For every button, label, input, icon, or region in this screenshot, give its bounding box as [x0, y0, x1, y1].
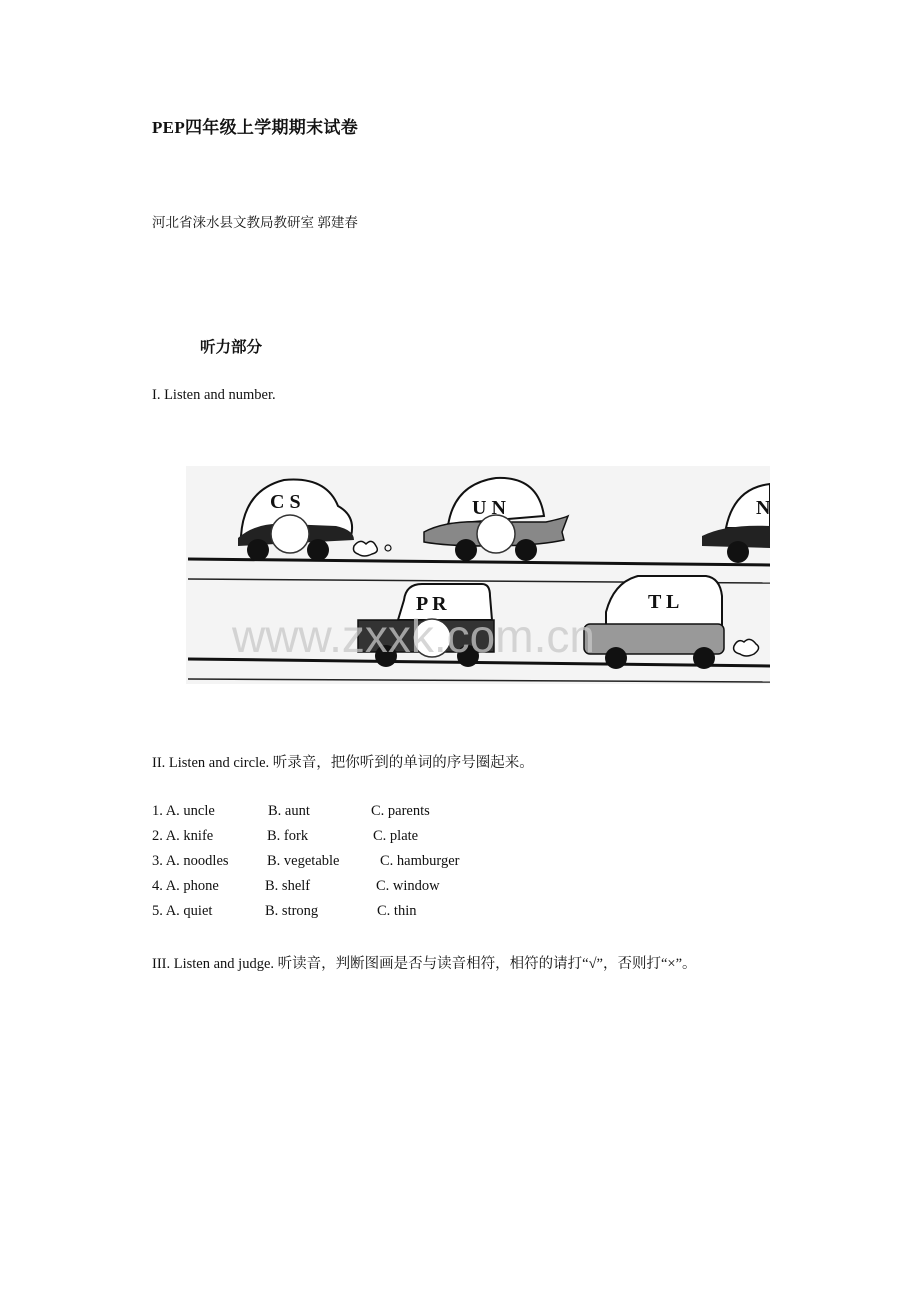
car-un-label: U N [472, 497, 506, 519]
q5-option-b: B. strong [265, 903, 319, 919]
q3-option-c: C. hamburger [380, 853, 460, 869]
q2-option-b: B. fork [267, 828, 309, 844]
q3-option-b: B. vegetable [267, 853, 340, 869]
document-title: PEP四年级上学期期末试卷 [152, 118, 359, 137]
cars-illustration [186, 466, 770, 684]
q2-option-c: C. plate [373, 828, 419, 844]
q3-option-a: 3. A. noodles [152, 853, 229, 869]
q4-option-b: B. shelf [265, 878, 311, 894]
author-line: 河北省涞水县文教局教研室 郭建春 [152, 215, 358, 230]
car-pr-label: P R [416, 593, 447, 615]
q1-option-b: B. aunt [268, 803, 310, 819]
q5-option-c: C. thin [377, 903, 417, 919]
car-cs-label: C S [270, 491, 301, 513]
q4-option-c: C. window [376, 878, 440, 894]
section3-heading: III. Listen and judge. 听读音，判断图画是否与读音相符，相符的请打“√”，否则打“×”。 [152, 956, 697, 972]
q1-option-a: 1. A. uncle [152, 803, 215, 819]
watermark: www.zxxk.com.cn [232, 610, 595, 662]
section1-heading: I. Listen and number. [152, 387, 276, 403]
car-tl-label: T L [648, 591, 680, 613]
q1-option-c: C. parents [371, 803, 430, 819]
q4-option-a: 4. A. phone [152, 878, 219, 894]
section2-heading: II. Listen and circle. 听录音，把你听到的单词的序号圈起来。 [152, 755, 534, 771]
car-n-label: N [756, 497, 770, 519]
part-heading: 听力部分 [200, 339, 263, 356]
q5-option-a: 5. A. quiet [152, 903, 213, 919]
q2-option-a: 2. A. knife [152, 828, 214, 844]
